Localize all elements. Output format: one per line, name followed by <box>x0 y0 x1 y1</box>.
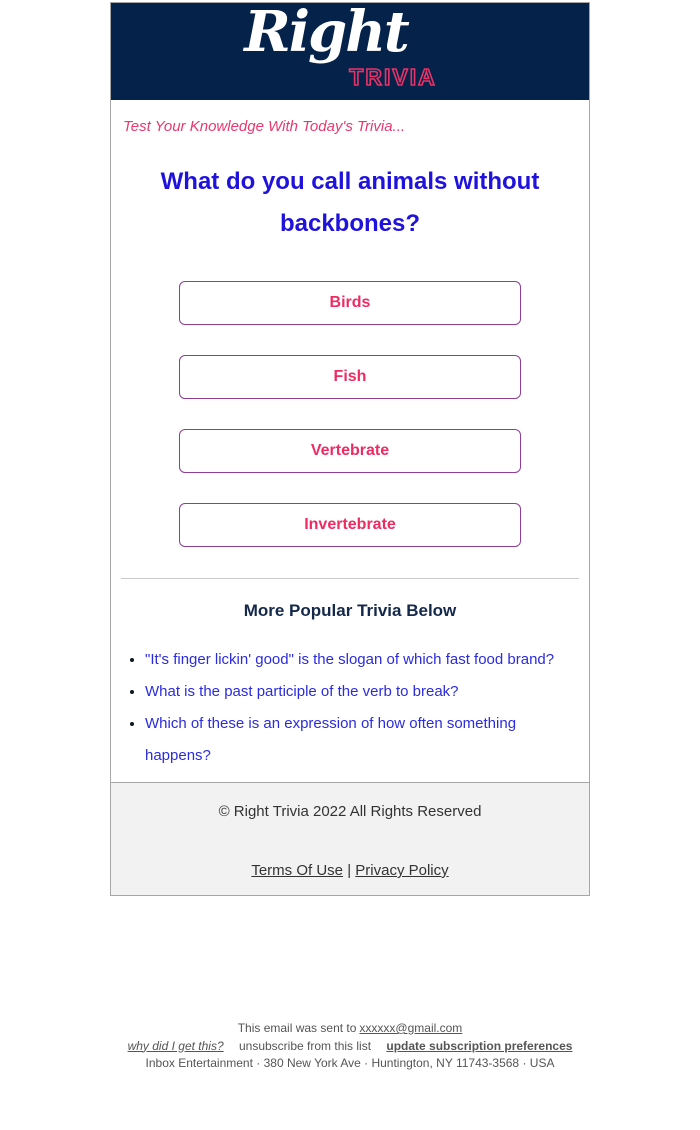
answer-button-fish[interactable]: Fish <box>179 355 521 399</box>
email-card <box>110 2 590 896</box>
answer-button-vertebrate[interactable]: Vertebrate <box>179 429 521 473</box>
trivia-question: What do you call animals without backbones? <box>160 168 540 237</box>
unsubscribe-link[interactable]: unsubscribe from this list <box>238 1038 372 1053</box>
copyright-text: © Right Trivia 2022 All Rights Reserved <box>218 803 482 820</box>
sent-to-line <box>0 1020 700 1038</box>
sent-to-text: This email was sent to <box>237 1021 357 1035</box>
sender-address: Inbox Entertainment · 380 New York Ave · Huntington, NY 11743-3568 · USA <box>145 1056 555 1070</box>
email-footer <box>0 1020 700 1073</box>
subscription-links-line <box>0 1038 700 1056</box>
privacy-policy-link[interactable]: Privacy Policy <box>355 862 449 879</box>
legal-links <box>111 862 589 879</box>
recipient-email-link[interactable]: xxxxxx@gmail.com <box>359 1021 463 1035</box>
tagline: Test Your Knowledge With Today's Trivia... <box>123 118 406 135</box>
why-did-i-get-this-link[interactable]: why did I get this? <box>127 1038 224 1053</box>
more-trivia-heading: More Popular Trivia Below <box>243 601 457 620</box>
answers-group <box>111 281 589 547</box>
trivia-link-slogan[interactable]: "It's finger lickin' good" is the slogan of which fast food brand? <box>145 651 555 668</box>
more-trivia-list <box>111 644 589 782</box>
answer-button-birds[interactable]: Birds <box>179 281 521 325</box>
update-subscription-preferences-link[interactable]: update subscription preferences <box>386 1038 573 1053</box>
brand-logo-script: Right <box>244 3 408 65</box>
list-item <box>145 676 573 708</box>
trivia-link-expression[interactable]: Which of these is an expression of how often something happens? <box>145 715 517 764</box>
trivia-link-participle[interactable]: What is the past participle of the verb to break? <box>145 683 459 700</box>
terms-of-use-link[interactable]: Terms Of Use <box>251 862 344 879</box>
legal-separator: | <box>347 862 352 879</box>
brand-logo-trivia: TRIVIA <box>349 64 437 90</box>
section-divider <box>121 578 579 579</box>
list-item <box>145 644 573 676</box>
answer-button-invertebrate[interactable]: Invertebrate <box>179 503 521 547</box>
card-footer <box>111 782 589 895</box>
list-item <box>145 708 573 772</box>
brand-header <box>111 3 589 100</box>
